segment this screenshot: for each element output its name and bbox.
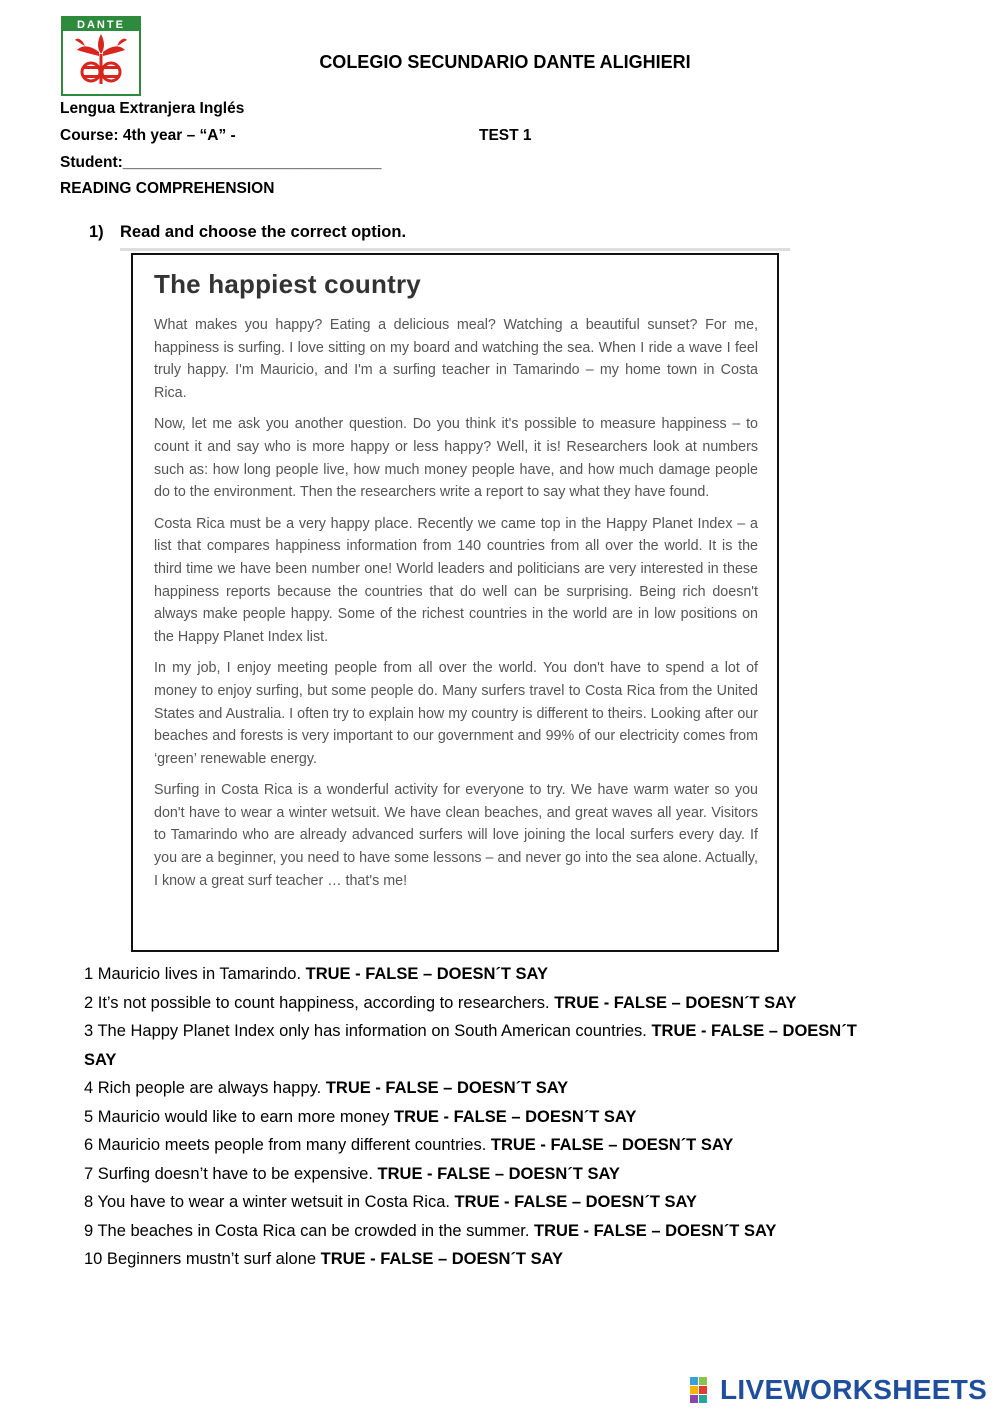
instruction-number: 1) bbox=[89, 223, 104, 241]
question-item bbox=[84, 1074, 884, 1103]
answer-options[interactable]: TRUE - FALSE – DOESN´T SAY bbox=[554, 993, 797, 1012]
question-text: 5 Mauricio would like to earn more money bbox=[84, 1107, 394, 1126]
answer-options[interactable]: TRUE - FALSE – DOESN´T SAY bbox=[325, 1079, 569, 1097]
answer-options[interactable]: TRUE - FALSE – DOESN´T SAY bbox=[320, 1250, 563, 1268]
answer-options[interactable]: TRUE - FALSE – DOESN´T SAY bbox=[305, 965, 548, 983]
article-paragraph: In my job, I enjoy meeting people from all over the world. You don't have to spend a lot of money to enjoy surfing, but some people do. Many surfers travel to Costa Rica from the United States and Australia. I often try to explain how my country is different to theirs. Looking after our beaches and forests is very important to our government and 99% of our electricity comes from ‘green’ renewable energy. bbox=[154, 660, 758, 767]
article-box bbox=[131, 253, 779, 952]
liveworksheets-logo[interactable] bbox=[690, 1372, 987, 1408]
answer-options[interactable]: TRUE - FALSE – DOESN´T SAY bbox=[454, 1193, 697, 1211]
question-text: 2 It’s not possible to count happiness, according to researchers. bbox=[84, 993, 555, 1012]
question-item bbox=[84, 1245, 884, 1274]
question-text: 6 Mauricio meets people from many different countries. bbox=[84, 1136, 491, 1154]
question-item bbox=[84, 1103, 884, 1132]
subject-line: Lengua Extranjera Inglés bbox=[60, 100, 245, 117]
section-title: READING COMPREHENSION bbox=[60, 180, 275, 197]
school-name: COLEGIO SECUNDARIO DANTE ALIGHIERI bbox=[319, 52, 691, 72]
question-text: 9 The beaches in Costa Rica can be crowded in the summer. bbox=[84, 1221, 535, 1240]
instruction bbox=[89, 223, 406, 242]
logo-text: DANTE bbox=[77, 19, 125, 31]
brand-text: LIVEWORKSHEETS bbox=[720, 1374, 988, 1405]
question-item bbox=[84, 1017, 884, 1074]
answer-options[interactable]: TRUE - FALSE – DOESN´T SAY bbox=[393, 1107, 637, 1126]
article-paragraph: Now, let me ask you another question. Do you think it's possible to measure happiness – to count it and say who is more happy or less happy? Well, it is! Researchers look at numbers such as: how long people live, how much money people have, and how much damage people do to the environment. Then the researchers write a report to say what they have found. bbox=[154, 416, 758, 501]
answer-options[interactable]: TRUE - FALSE – DOESN´T SAY bbox=[534, 1221, 777, 1240]
question-text: 1 Mauricio lives in Tamarindo. bbox=[84, 965, 306, 983]
student-name-field[interactable]: Student:______________________________ bbox=[60, 154, 382, 171]
question-text: 7 Surfing doesn’t have to be expensive. bbox=[84, 1164, 378, 1183]
question-list bbox=[84, 960, 884, 1274]
course-line: Course: 4th year – “A” - bbox=[60, 127, 236, 144]
answer-options[interactable]: TRUE - FALSE – DOESN´T SAY bbox=[84, 1022, 857, 1069]
article-title: The happiest country bbox=[154, 269, 421, 299]
article-paragraph: Surfing in Costa Rica is a wonderful activity for everyone to try. We have warm water so you don't have to wear a winter wetsuit. We have clean beaches, and great waves all year. Visitors to Tamarindo who are already advanced surfers will love joining the local surfers every day. If you are a beginner, you need to have some lessons – and never go into the sea alone. Actually, I know a great surf teacher … that's me! bbox=[154, 782, 758, 889]
question-item bbox=[84, 989, 884, 1018]
article-shadow bbox=[120, 248, 790, 251]
answer-options[interactable]: TRUE - FALSE – DOESN´T SAY bbox=[490, 1136, 734, 1154]
question-item bbox=[84, 960, 884, 989]
question-text: 10 Beginners mustn’t surf alone bbox=[84, 1250, 321, 1268]
question-item bbox=[84, 1131, 884, 1160]
question-text: 8 You have to wear a winter wetsuit in Costa Rica. bbox=[84, 1193, 455, 1211]
question-item bbox=[84, 1217, 884, 1246]
article-paragraph: What makes you happy? Eating a delicious meal? Watching a beautiful sunset? For me, happiness is surfing. I love sitting on my board and watching the sea. When I ride a wave I feel truly happy. I'm Mauricio, and I'm a surfing teacher in Tamarindo – my home town in Costa Rica. bbox=[154, 317, 758, 401]
instruction-text: Read and choose the correct option. bbox=[120, 223, 407, 241]
test-label: TEST 1 bbox=[479, 127, 532, 144]
question-text: 4 Rich people are always happy. bbox=[84, 1079, 326, 1097]
liveworksheets-icon bbox=[690, 1375, 718, 1405]
article-paragraph: Costa Rica must be a very happy place. Recently we came top in the Happy Planet Index – a list that compares happiness information from 140 countries from all over the world. It is the third time we have been number one! World leaders and politicians are very interested in these happiness reports because the countries that do well can be surprising. Being rich doesn't always make people happy. Some of the richest countries in the world are in low positions on the Happy Planet Index list. bbox=[154, 515, 758, 645]
question-item bbox=[84, 1160, 884, 1189]
question-text: 3 The Happy Planet Index only has information on South American countries. bbox=[84, 1022, 652, 1040]
question-item bbox=[84, 1188, 884, 1217]
answer-options[interactable]: TRUE - FALSE – DOESN´T SAY bbox=[377, 1164, 620, 1183]
